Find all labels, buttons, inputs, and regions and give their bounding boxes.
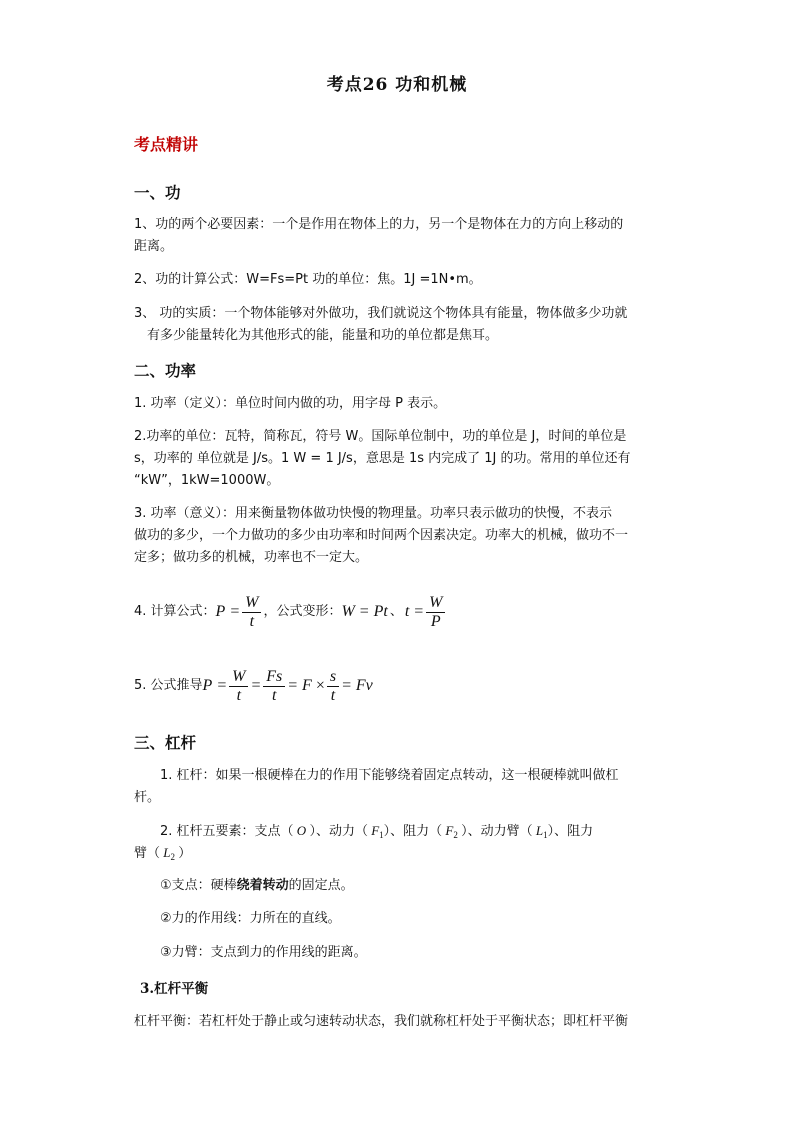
lever-2a-part2: ）、动力（ xyxy=(309,824,368,839)
heading-work: 一、功 xyxy=(134,184,181,202)
lever-2a-part1: 2. 杠杆五要素：支点（ xyxy=(160,824,294,839)
formula-4-sep: 、 xyxy=(389,604,403,619)
fulcrum-symbol: O xyxy=(293,823,310,838)
list-item-fulcrum xyxy=(160,875,354,897)
paragraph-lever-2b xyxy=(134,842,191,868)
formula-5-label: 5. 公式推导 xyxy=(134,678,203,693)
heading-power: 二、功率 xyxy=(134,362,197,380)
time-formula: t = $\frac{W}{P}$ xyxy=(405,594,448,631)
power-derivation: P = $\frac{W}{t}$ = $\frac{Fs}{t}$ = F × $\frac{s}{t}$ = Fv xyxy=(202,667,373,704)
list-item-line-of-action: ②力的作用线：力所在的直线。 xyxy=(160,911,341,926)
paragraph-work-3b: 有多少能量转化为其他形式的能，能量和功的单位都是焦耳。 xyxy=(147,328,499,343)
paragraph-power-3a: 3. 功率（意义）：用来衡量物体做功快慢的物理量。功率只表示做功的快慢，不表示 xyxy=(134,506,613,521)
paragraph-work-2: 2、功的计算公式：W=Fs=Pt 功的单位：焦。1J =1N•m。 xyxy=(134,272,482,287)
paragraph-power-2b: s，功率的 单位就是 J/s。1 W = 1 J/s，意思是 1s 内完成了 1J 的功。常用的单位还有 xyxy=(134,451,631,466)
formula-4-label: 4. 计算公式： xyxy=(134,604,216,619)
paragraph-work-1b: 距离。 xyxy=(134,239,174,254)
paragraph-work-3a: 3、 功的实质：一个物体能够对外做功，我们就说这个物体具有能量，物体做多少功就 xyxy=(134,306,628,321)
section-heading: 考点精讲 xyxy=(134,135,199,154)
list-item-lever-arm: ③力臂：支点到力的作用线的距离。 xyxy=(160,945,367,960)
power-formula: P = $\frac{W}{t}$ xyxy=(216,594,264,631)
paragraph-power-1: 1. 功率（定义）：单位时间内做的功，用字母 P 表示。 xyxy=(134,396,447,411)
lever-2b-part1: 臂（ xyxy=(134,846,161,861)
item1-text-bold: 绕着转动 xyxy=(236,878,289,893)
paragraph-power-2c: “kW”，1kW=1000W。 xyxy=(134,473,280,488)
paragraph-power-3c: 定多；做功多的机械，功率也不一定大。 xyxy=(134,550,369,565)
item1-text-a: ①支点：硬棒 xyxy=(160,878,237,893)
paragraph-work-1a: 1、功的两个必要因素：一个是作用在物体上的力，另一个是物体在力的方向上移动的 xyxy=(134,217,624,232)
lever-2b-part2: ） xyxy=(178,846,192,861)
lever-2a-part5: ）、阻力 xyxy=(547,824,594,839)
heading-lever-balance: 3.杠杆平衡 xyxy=(140,981,209,997)
arm-l2-symbol: $L_2$ xyxy=(160,845,175,862)
heading-lever: 三、杠杆 xyxy=(134,734,197,752)
item1-text-c: 的固定点。 xyxy=(288,878,354,893)
paragraph-power-3b: 做功的多少，一个力做功的多少由功率和时间两个因素决定。功率大的机械，做功不一 xyxy=(134,528,629,543)
page-title: 考点26 功和机械 xyxy=(326,75,468,95)
formula-4-mid: ，公式变形： xyxy=(263,604,342,619)
paragraph-lever-1b: 杆。 xyxy=(134,790,161,805)
paragraph-lever-2a xyxy=(160,820,593,846)
paragraph-lever-1a: 1. 杠杆：如果一根硬棒在力的作用下能够绕着固定点转动，这一根硬棒就叫做杠 xyxy=(160,768,619,783)
force-f1-symbol: $F_1$ xyxy=(367,823,384,840)
lever-2a-part4: ）、动力臂（ xyxy=(461,824,533,839)
work-formula: W = Pt xyxy=(341,603,388,620)
paragraph-lever-balance: 杠杆平衡：若杠杆处于静止或匀速转动状态，我们就称杠杆处于平衡状态；即杠杆平衡 xyxy=(134,1014,629,1029)
formula-line-5 xyxy=(134,664,373,708)
paragraph-power-2a: 2.功率的单位：瓦特，简称瓦，符号 W。国际单位制中，功的单位是 J，时间的单位是 xyxy=(134,429,627,444)
force-f2-symbol: $F_2$ xyxy=(442,823,458,840)
formula-line-4 xyxy=(134,590,447,634)
arm-l1-symbol: $L_1$ xyxy=(532,823,548,840)
lever-2a-part3: ）、阻力（ xyxy=(383,824,443,839)
